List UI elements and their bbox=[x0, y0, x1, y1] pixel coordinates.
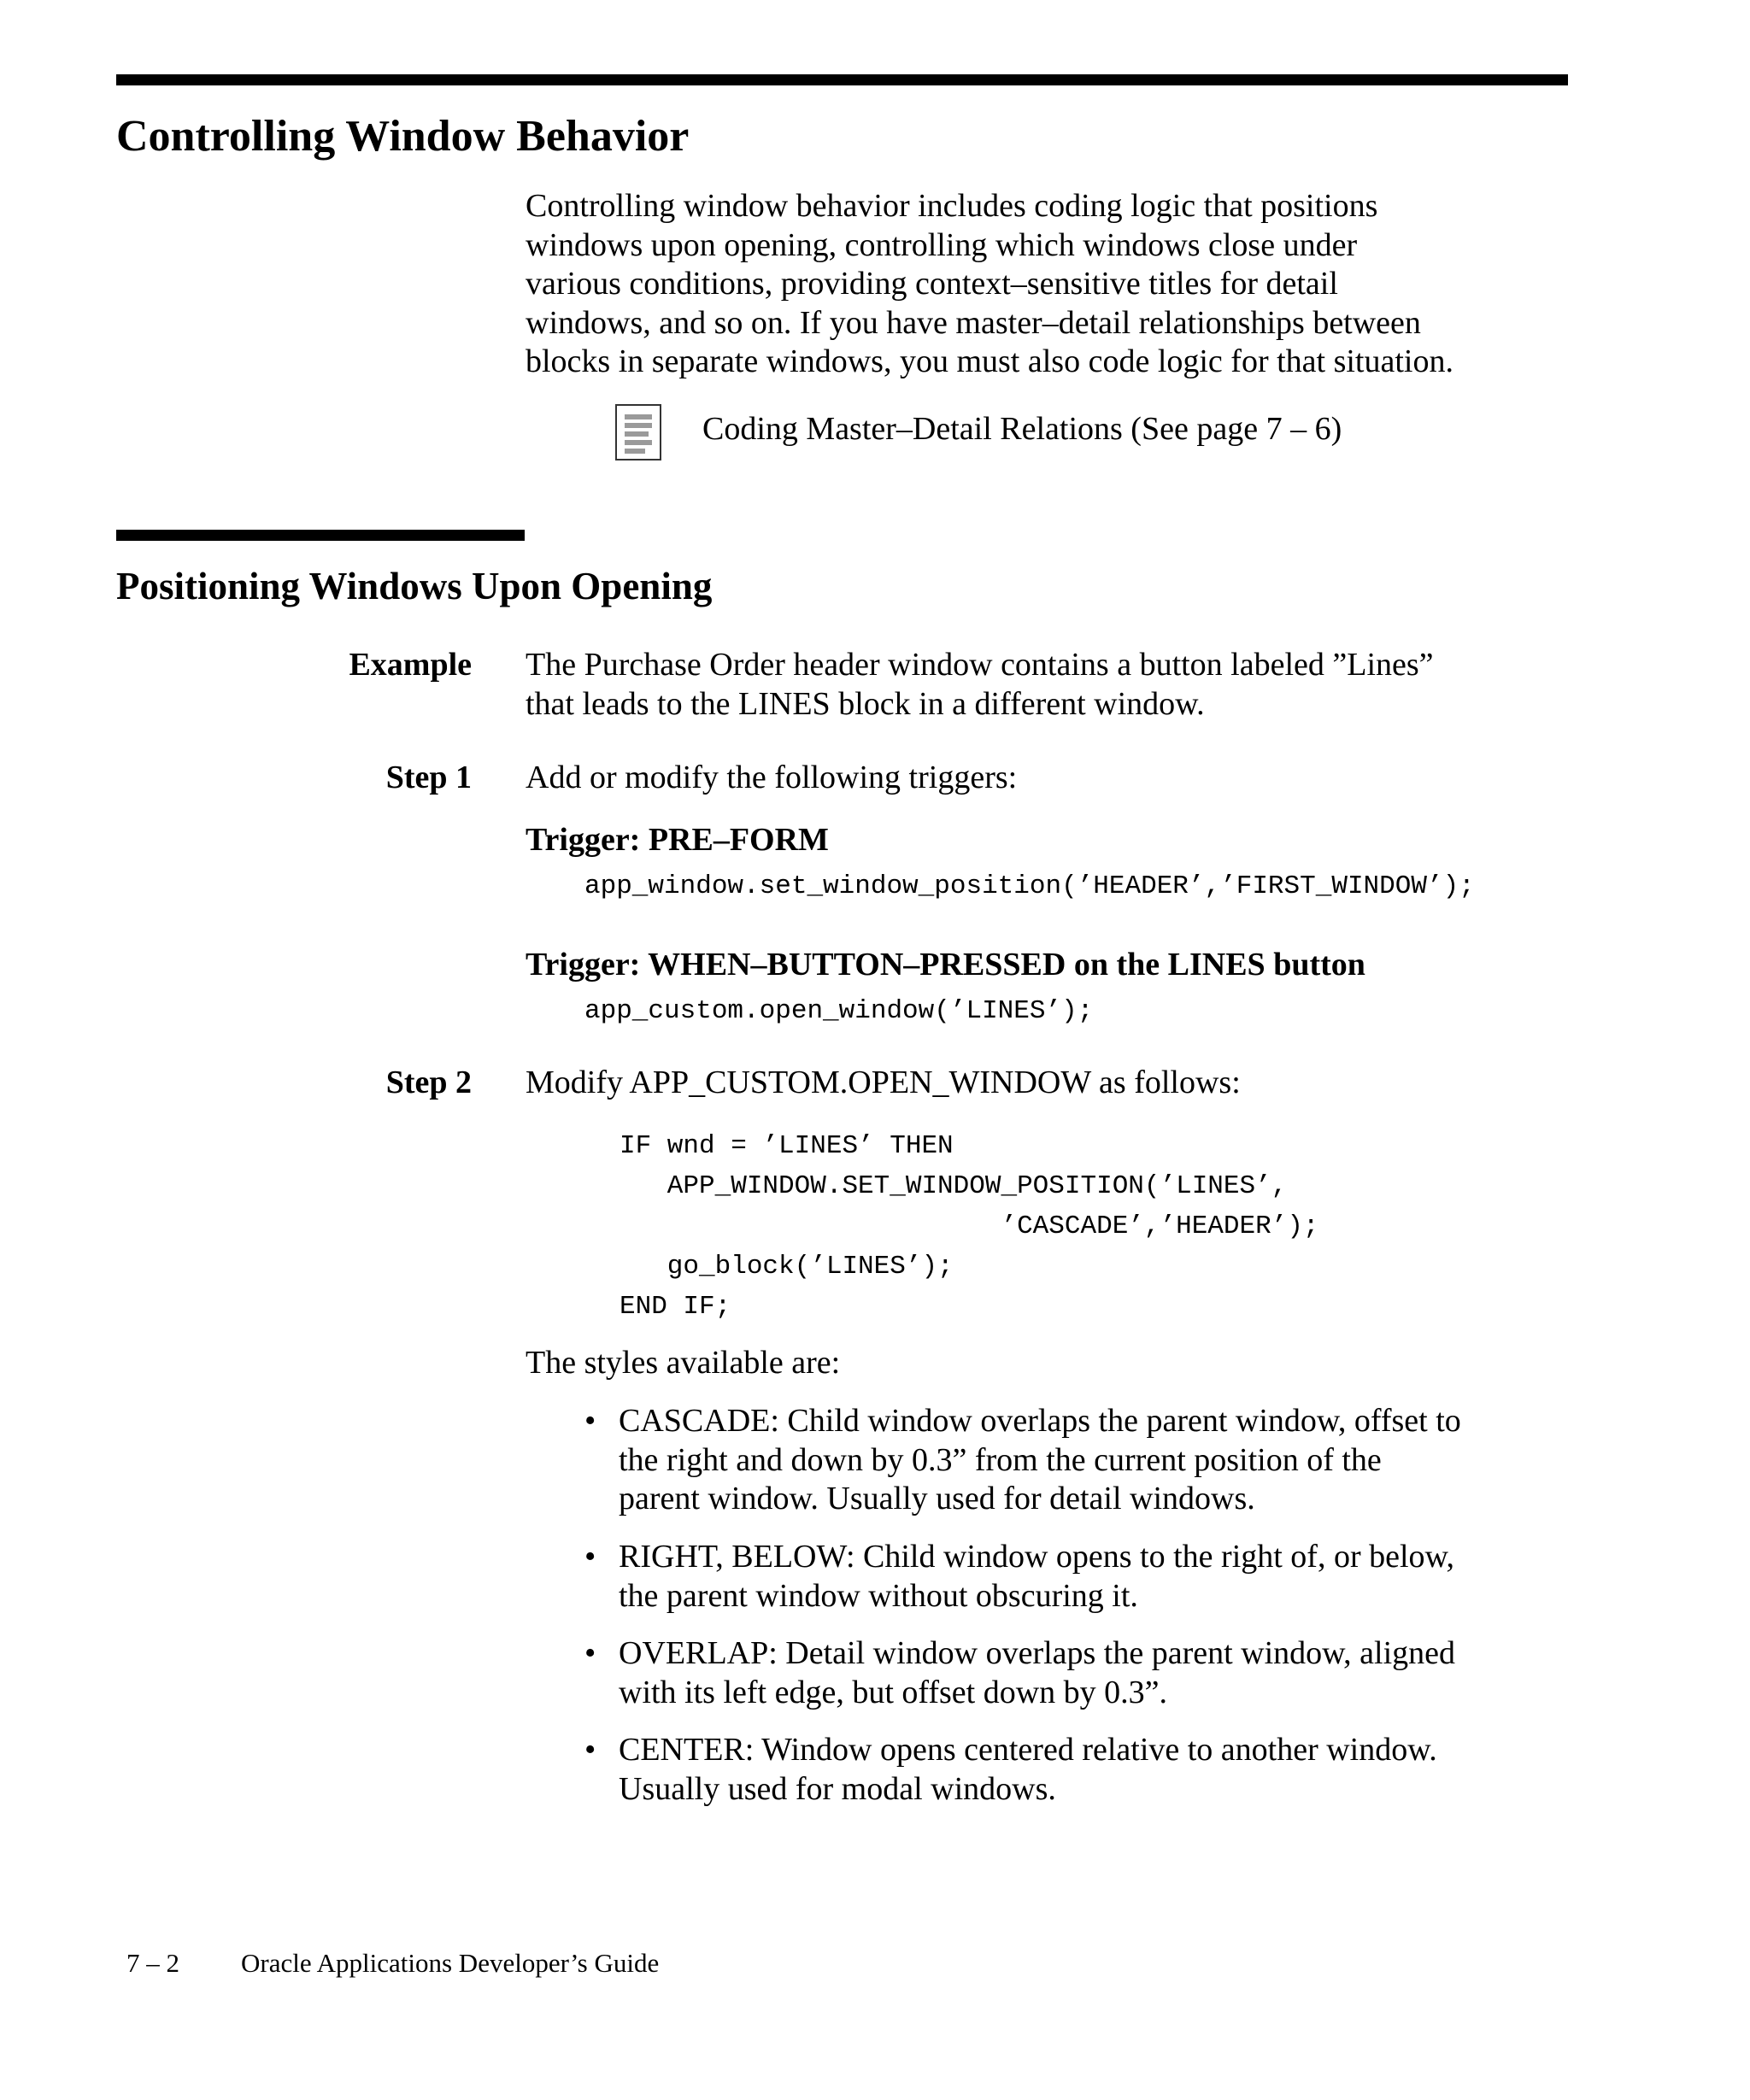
example-line: The Purchase Order header window contains a button labeled ”Lines” bbox=[526, 647, 1434, 683]
trigger-pre-form-title: Trigger: PRE–FORM bbox=[526, 822, 829, 858]
footer-book-title: Oracle Applications Developer’s Guide bbox=[241, 1948, 660, 1978]
bullet-icon: • bbox=[584, 1732, 596, 1768]
style-item-cascade bbox=[584, 1402, 1461, 1519]
intro-line: windows, and so on. If you have master–detail relationships between bbox=[526, 304, 1421, 341]
subsection-title: Positioning Windows Upon Opening bbox=[116, 565, 713, 607]
style-line: the right and down by 0.3” from the current position of the bbox=[619, 1441, 1382, 1478]
section-title: Controlling Window Behavior bbox=[116, 112, 690, 161]
code-line: END IF; bbox=[620, 1292, 731, 1322]
bullet-icon: • bbox=[584, 1403, 596, 1439]
trigger-pre-form-code: app_window.set_window_position(’HEADER’,’FIRST_WINDOW’); bbox=[584, 871, 1475, 901]
intro-line: Controlling window behavior includes coding logic that positions bbox=[526, 188, 1378, 224]
document-icon[interactable] bbox=[615, 404, 661, 460]
trigger-when-button-pressed-title: Trigger: WHEN–BUTTON–PRESSED on the LINES button bbox=[526, 947, 1365, 983]
step2-label: Step 2 bbox=[385, 1065, 472, 1100]
subsection-rule bbox=[116, 530, 525, 541]
style-item-overlap bbox=[584, 1634, 1456, 1712]
style-line: the parent window without obscuring it. bbox=[619, 1577, 1138, 1614]
example-text bbox=[526, 646, 1434, 724]
step2-text: Modify APP_CUSTOM.OPEN_WINDOW as follows: bbox=[526, 1065, 1241, 1100]
intro-line: blocks in separate windows, you must also code logic for that situation. bbox=[526, 343, 1453, 379]
style-item-right-below bbox=[584, 1538, 1455, 1616]
intro-line: windows upon opening, controlling which windows close under bbox=[526, 226, 1358, 263]
style-line: with its left edge, but offset down by 0.3”. bbox=[619, 1674, 1168, 1710]
example-line: that leads to the LINES block in a different window. bbox=[526, 685, 1205, 722]
trigger-when-button-pressed-code: app_custom.open_window(’LINES’); bbox=[584, 996, 1094, 1026]
style-line: CASCADE: Child window overlaps the parent window, offset to bbox=[619, 1403, 1461, 1439]
styles-intro: The styles available are: bbox=[526, 1345, 841, 1381]
style-item-center bbox=[584, 1731, 1437, 1809]
step1-text: Add or modify the following triggers: bbox=[526, 760, 1018, 795]
code-line: ’CASCADE’,’HEADER’); bbox=[620, 1211, 1319, 1241]
footer-page-number: 7 – 2 bbox=[126, 1948, 179, 1978]
step2-code-block bbox=[620, 1126, 1319, 1327]
code-line: go_block(’LINES’); bbox=[620, 1252, 954, 1282]
code-line: IF wnd = ’LINES’ THEN bbox=[620, 1131, 954, 1161]
code-line: APP_WINDOW.SET_WINDOW_POSITION(’LINES’, bbox=[620, 1171, 1288, 1201]
bullet-icon: • bbox=[584, 1539, 596, 1575]
section-top-rule bbox=[116, 74, 1568, 85]
xref-link[interactable]: Coding Master–Detail Relations (See page 7 – 6) bbox=[702, 411, 1342, 447]
step1-label: Step 1 bbox=[385, 760, 472, 795]
style-line: parent window. Usually used for detail windows. bbox=[619, 1481, 1255, 1516]
section-intro-paragraph bbox=[526, 187, 1577, 382]
style-line: Usually used for modal windows. bbox=[619, 1770, 1056, 1807]
style-line: OVERLAP: Detail window overlaps the parent window, aligned bbox=[619, 1635, 1456, 1671]
intro-line: various conditions, providing context–sensitive titles for detail bbox=[526, 266, 1338, 302]
example-label: Example bbox=[349, 647, 472, 683]
bullet-icon: • bbox=[584, 1635, 596, 1671]
style-line: RIGHT, BELOW: Child window opens to the right of, or below, bbox=[619, 1539, 1455, 1575]
style-line: CENTER: Window opens centered relative to another window. bbox=[619, 1732, 1437, 1768]
